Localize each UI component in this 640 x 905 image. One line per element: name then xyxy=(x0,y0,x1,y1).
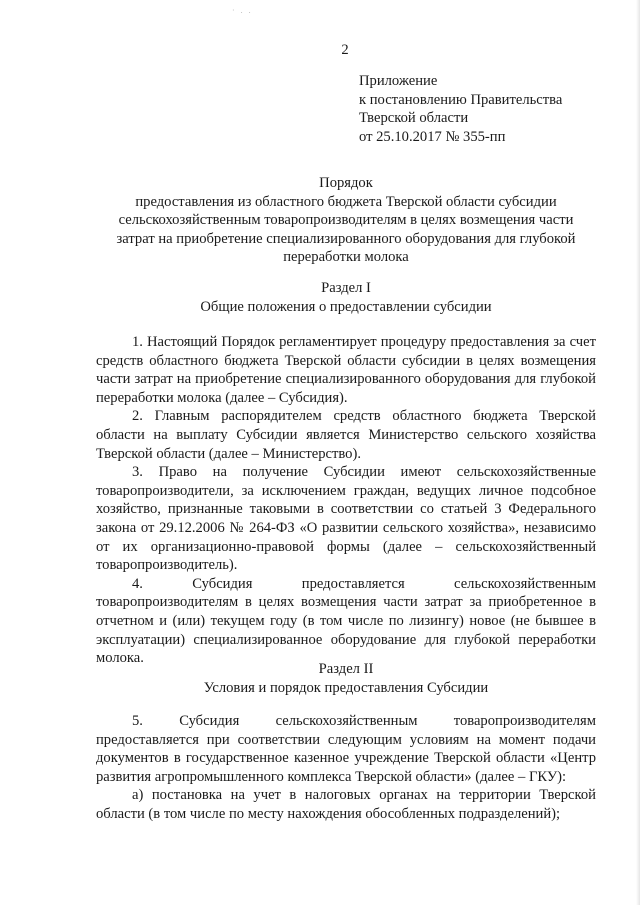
title-line: переработки молока xyxy=(283,249,409,266)
title-line: сельскохозяйственным товаропроизводителям в целях возмещения части xyxy=(118,212,574,229)
paragraph-5: 5. Субсидия сельскохозяйственным товаропроизводителям предоставляется при соответствии следующим условиям на момент подачи документов в государственное казенное учреждение Тверской области «Центр развития агропромышленного комплекса Тверской области» (далее – ГКУ): xyxy=(96,713,596,785)
appendix-line: Приложение xyxy=(359,73,438,89)
page-number: 2 xyxy=(341,42,349,58)
appendix-line: к постановлению Правительства xyxy=(359,91,563,108)
paragraph-4: 4. Субсидия предоставляется сельскохозяйственным товаропроизводителям в целях возмещения части затрат за приобретенное в отчетном и (или) текущем году (в том числе по лизингу) новое (не бывшее в эксплуатации) специализированное оборудование для глубокой переработки молока. xyxy=(96,575,596,667)
section2-header xyxy=(96,660,596,697)
document-title xyxy=(96,174,596,267)
section1-header xyxy=(96,279,596,316)
paragraph-5a: а) постановка на учет в налоговых органах на территории Тверской области (в том числе по месту нахождения обособленных подразделений); xyxy=(96,787,596,822)
page-edge-shadow xyxy=(636,0,640,905)
section1-body xyxy=(96,333,596,668)
section1-title: Общие положения о предоставлении субсидии xyxy=(200,298,492,315)
scan-artifact: · . . xyxy=(232,6,253,15)
section2-title: Условия и порядок предоставления Субсидии xyxy=(203,679,489,696)
section2-body xyxy=(96,712,596,824)
appendix-line: от 25.10.2017 № 355-пп xyxy=(359,128,506,145)
paragraph-1: 1. Настоящий Порядок регламентирует процедуру предоставления за счет средств областного бюджета Тверской области субсидии в целях возмещения части затрат на приобретение специализированного оборудования для глубокой переработки молока (далее – Субсидия). xyxy=(96,334,596,406)
title-line: затрат на приобретение специализированного оборудования для глубокой xyxy=(116,230,576,247)
title-line: Порядок xyxy=(319,175,373,191)
paragraph-3: 3. Право на получение Субсидии имеют сельскохозяйственные товаропроизводители, за исключением граждан, ведущих личное подсобное хозяйство, признанные таковыми в соответствии со статьей 3 Федерального закона от 29.12.2006 № 264-ФЗ «О развитии сельского хозяйства», независимо от их организационно-правовой формы (далее – сельскохозяйственный товаропроизводитель). xyxy=(96,464,596,574)
appendix-block xyxy=(359,72,619,146)
title-line: предоставления из областного бюджета Тверской области субсидии xyxy=(135,193,557,210)
appendix-line: Тверской области xyxy=(359,110,469,127)
section2-heading: Раздел II xyxy=(318,661,374,677)
section1-heading: Раздел I xyxy=(321,280,371,296)
paragraph-2: 2. Главным распорядителем средств областного бюджета Тверской области на выплату Субсидии является Министерство сельского хозяйства Тверской области (далее – Министерство). xyxy=(96,408,596,462)
